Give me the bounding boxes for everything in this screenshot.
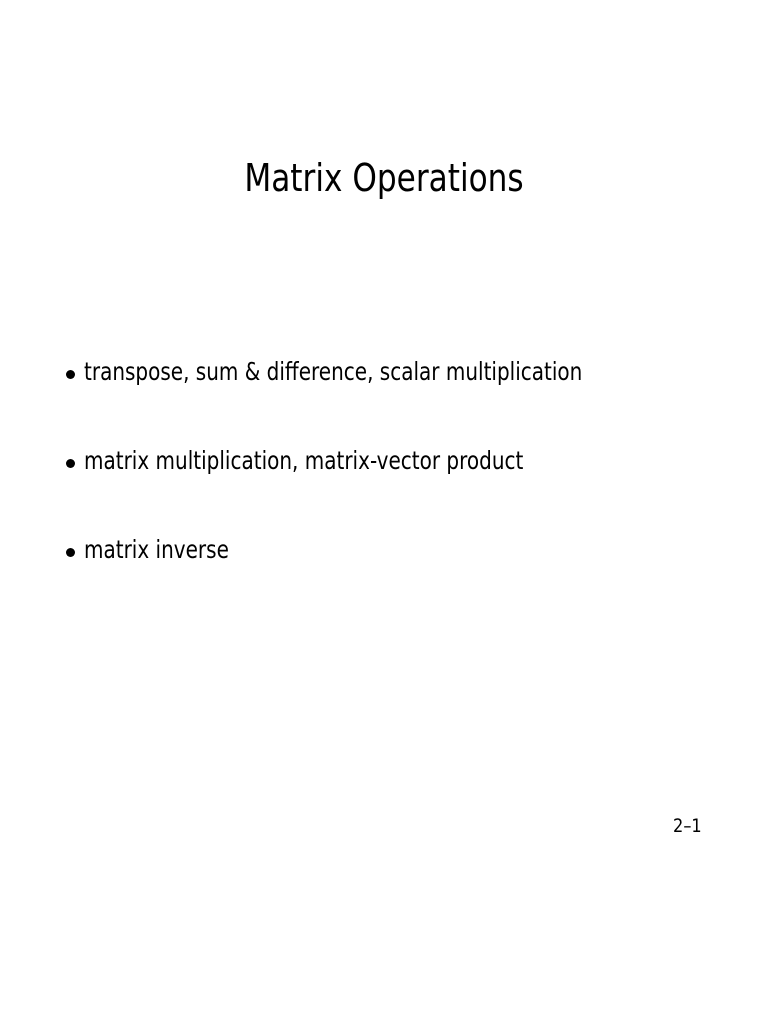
bullet-item xyxy=(66,530,707,570)
bullet-text: matrix inverse xyxy=(84,535,229,564)
bullet-item xyxy=(66,441,707,481)
bullet-icon xyxy=(66,370,75,379)
bullet-text: transpose, sum & difference, scalar multiplication xyxy=(84,357,583,386)
bullet-item xyxy=(66,352,707,392)
slide-title: Matrix Operations xyxy=(244,156,524,200)
page-number: 2–1 xyxy=(673,815,702,837)
bullet-icon xyxy=(66,548,75,557)
bullet-text: matrix multiplication, matrix-vector product xyxy=(84,446,524,475)
bullet-list xyxy=(66,352,707,619)
bullet-icon xyxy=(66,459,75,468)
